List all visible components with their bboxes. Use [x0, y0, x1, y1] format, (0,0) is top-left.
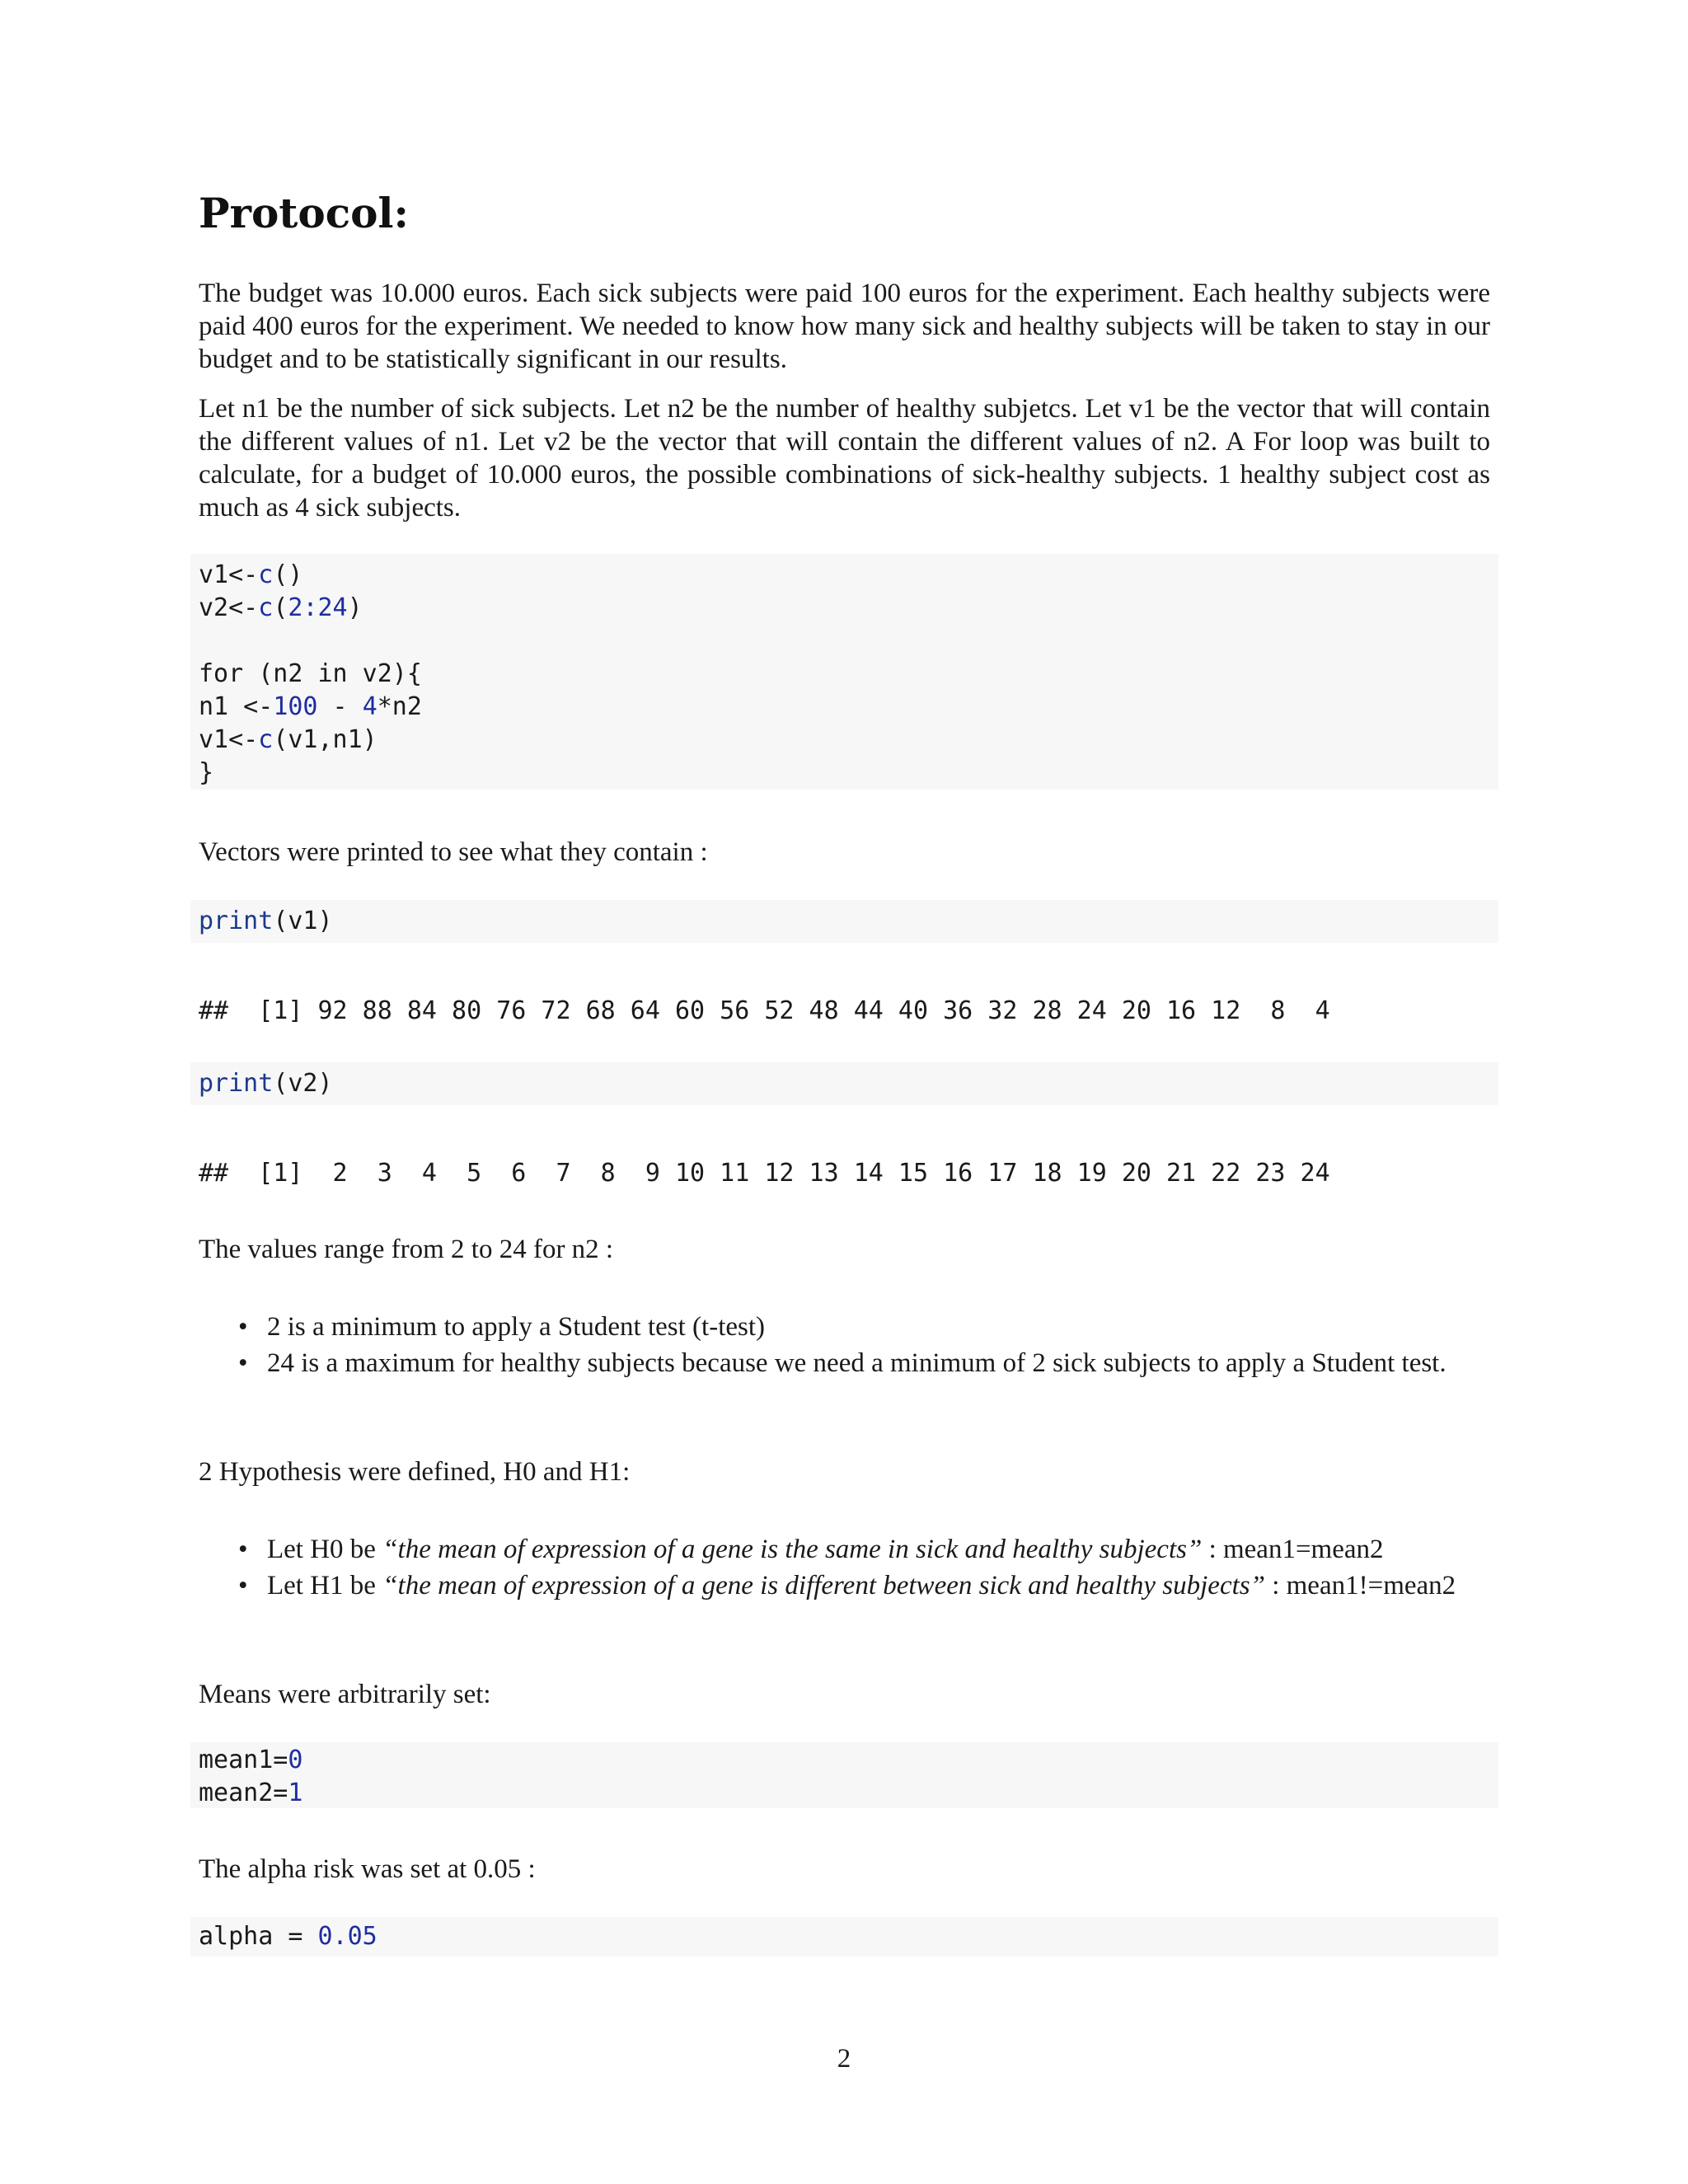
code-token: alpha = [199, 1922, 318, 1951]
code-line-for: for (n2 in v2){ [199, 659, 422, 688]
list-item [199, 1569, 1490, 1602]
list-item-text: 24 is a maximum for healthy subjects because we need a minimum of 2 sick subjects to apply a Student test. [267, 1348, 1447, 1378]
code-token: ( [273, 593, 288, 622]
code-number: 24 [317, 593, 348, 622]
code-line-close: } [199, 758, 214, 787]
code-token: n1 <- [199, 692, 274, 721]
paragraph-hypothesis: 2 Hypothesis were defined, H0 and H1: [199, 1457, 631, 1487]
bullet-icon: • [238, 1348, 248, 1378]
code-number: 0.05 [317, 1922, 377, 1951]
code-function: print [199, 1069, 274, 1098]
code-token: (v1) [273, 907, 333, 935]
code-token: *n2 [377, 692, 422, 721]
paragraph-definitions: Let n1 be the number of sick subjects. Let n2 be the number of healthy subjetcs. Let v1 be the vector that will contain the different values of n1. Let v2 be the vector that will contain the different values of n2. A For loop was built to calculate, for a budget of 10.000 euros, the possible combinations of sick-healthy subjects. 1 healthy subject cost as much as 4 sick subjects. [199, 394, 1490, 523]
code-number: 4 [362, 692, 377, 721]
paragraph-means: Means were arbitrarily set: [199, 1680, 491, 1709]
hypothesis-label: Let H0 be [267, 1535, 383, 1564]
code-number: 1 [288, 1779, 303, 1807]
code-number: 2 [288, 593, 303, 622]
paragraph-vectors: Vectors were printed to see what they contain : [199, 837, 708, 867]
code-token: (v2) [273, 1069, 333, 1098]
code-block-alpha [190, 1917, 1498, 1957]
code-token: (v1,n1) [273, 725, 377, 754]
code-function: c [258, 725, 274, 754]
section-heading: Protocol: [199, 189, 409, 237]
list-item-text: 2 is a minimum to apply a Student test (t-test) [267, 1312, 766, 1342]
hypothesis-quote: “the mean of expression of a gene is the same in sick and healthy subjects” [382, 1535, 1203, 1564]
code-operator: : [302, 593, 318, 622]
code-token: v2<- [199, 593, 259, 622]
code-block-loop [190, 554, 1498, 790]
code-block-print-v1 [190, 900, 1498, 943]
bullet-icon: • [238, 1312, 248, 1342]
code-block-means [190, 1742, 1498, 1808]
list-item [199, 1310, 1490, 1343]
code-token: ) [347, 593, 363, 622]
paragraph-budget: The budget was 10.000 euros. Each sick subjects were paid 100 euros for the experiment. Each healthy subjects were paid 400 euros for the experiment. We needed to know how many sick and healthy subjects will be taken to stay in our budget and to be statistically significant in our results. [199, 279, 1490, 374]
hypothesis-formula: : mean1=mean2 [1202, 1535, 1384, 1564]
code-function: c [258, 560, 274, 589]
code-token: mean1= [199, 1746, 288, 1774]
code-function: c [258, 593, 274, 622]
list-item [199, 1533, 1490, 1566]
hypothesis-formula: : mean1!=mean2 [1264, 1571, 1456, 1601]
code-token: v1<- [199, 725, 259, 754]
bullet-icon: • [238, 1535, 248, 1564]
code-token: - [317, 692, 363, 721]
hypothesis-quote: “the mean of expression of a gene is different between sick and healthy subjects” [382, 1571, 1265, 1601]
bullet-list-range [199, 1310, 1490, 1383]
code-number: 100 [273, 692, 318, 721]
code-number: 0 [288, 1746, 303, 1774]
output-v2: ## [1] 2 3 4 5 6 7 8 9 10 11 12 13 14 15 16 17 18 19 20 21 22 23 24 [199, 1159, 1330, 1188]
bullet-icon: • [238, 1571, 248, 1601]
paragraph-alpha: The alpha risk was set at 0.05 : [199, 1854, 536, 1884]
page-number: 2 [837, 2044, 851, 2074]
paragraph-range: The values range from 2 to 24 for n2 : [199, 1235, 614, 1264]
code-block-print-v2 [190, 1062, 1498, 1105]
list-item [199, 1347, 1490, 1380]
code-token: v1<- [199, 560, 259, 589]
output-v1: ## [1] 92 88 84 80 76 72 68 64 60 56 52 48 44 40 36 32 28 24 20 16 12 8 4 [199, 996, 1330, 1025]
code-token: () [273, 560, 303, 589]
code-token: mean2= [199, 1779, 288, 1807]
code-function: print [199, 907, 274, 935]
bullet-list-hypotheses [199, 1533, 1490, 1605]
hypothesis-label: Let H1 be [267, 1571, 383, 1601]
